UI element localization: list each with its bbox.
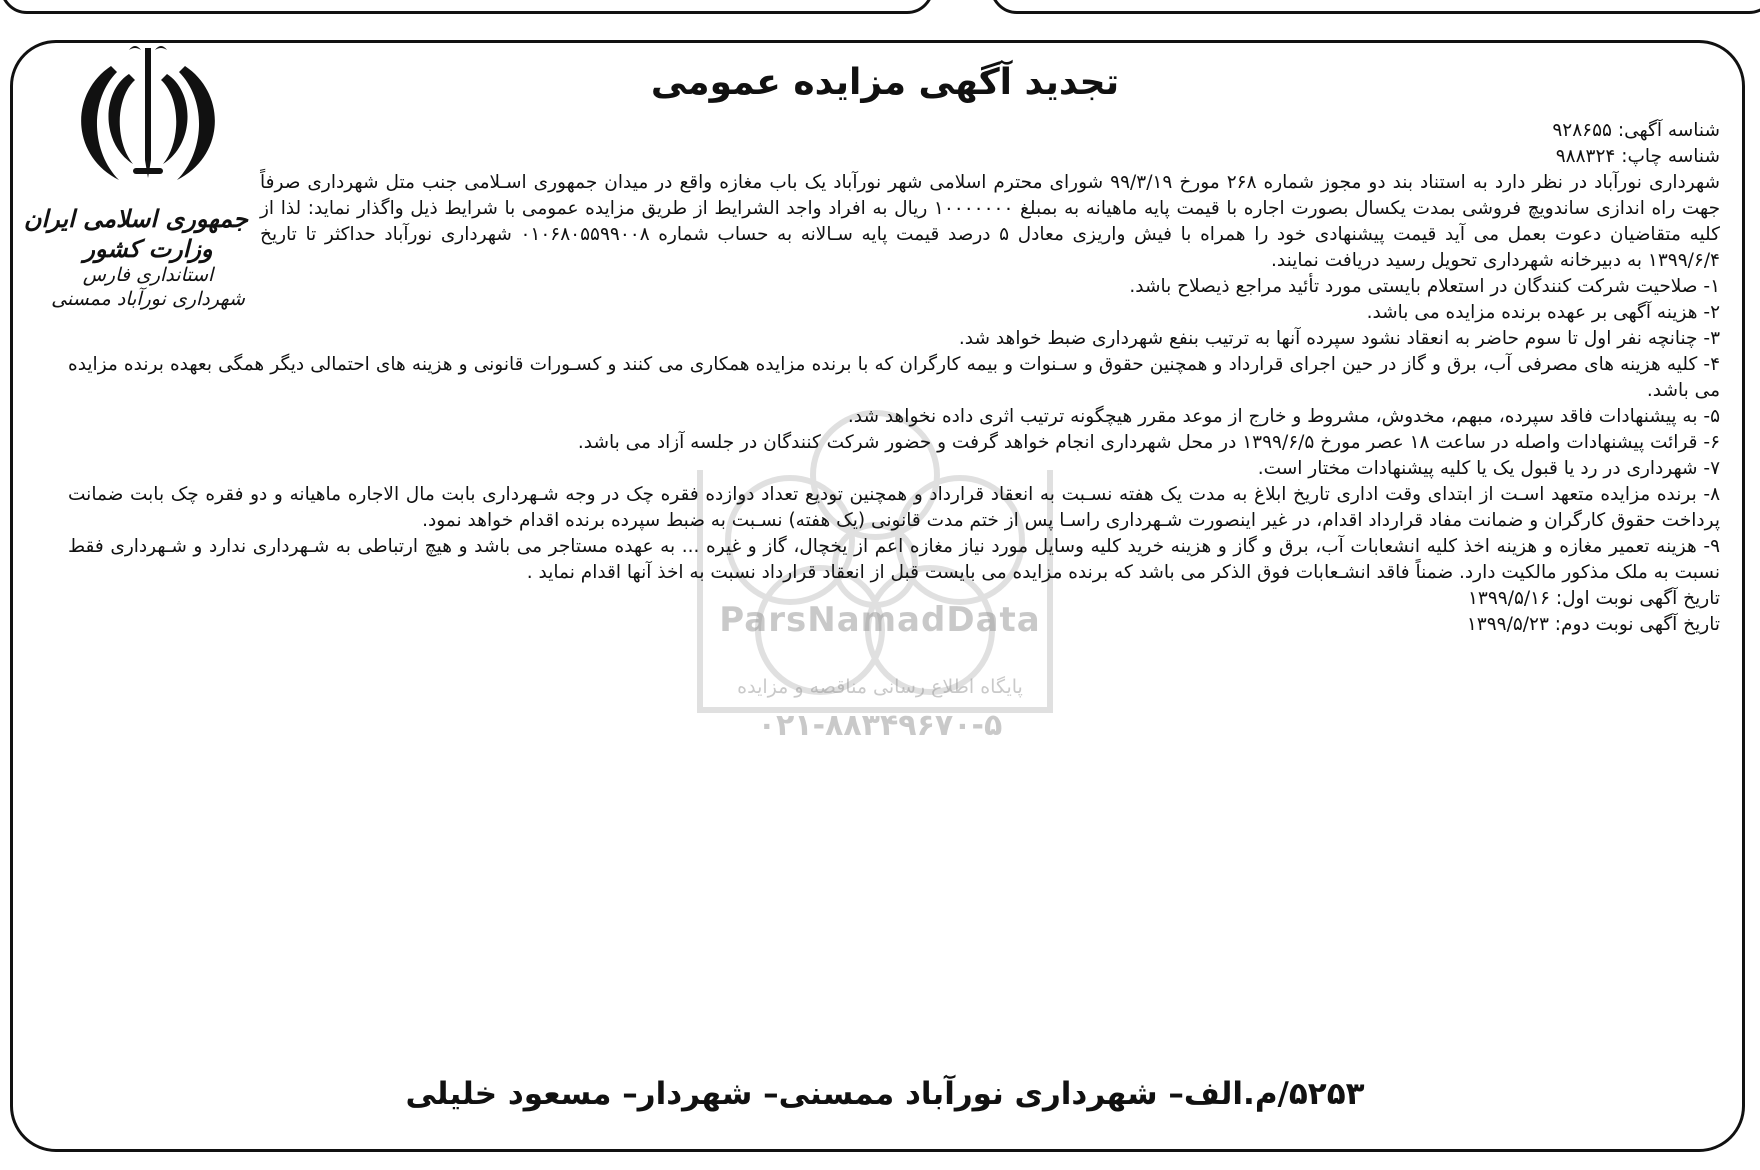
- condition-item: ۴- کلیه هزینه های مصرفی آب، برق و گاز در حین اجرای قرارداد و همچنین حقوق و سـنوات و بیمه کارگران که با برنده مزایده همکاری می کنند و کسـورات قانونی و هزینه های احتمالی دیگر همگی بعهده برنده مزایده می باشد.: [68, 354, 1720, 401]
- page-title: تجدید آگهی مزایده عمومی: [650, 62, 1120, 103]
- print-id: شناسه چاپ: ۹۸۸۳۲۴: [1555, 146, 1720, 167]
- condition-item: ۹- هزینه تعمیر مغازه و هزینه اخذ کلیه انشعابات آب، برق و گاز و هزینه خرید کلیه وسایل مورد نیاز مغازه اعم از یخچال، گاز و غیره ... به عهده مستاجر می باشد و هیچ ارتباطی به شـهرداری ندارد و شـهرداری فقط نسبت به ملک مذکور مالکیت دارد. ضمناً فاقد انشـعابات فوق الذکر می باشد که برنده مزایده می بایست قبل از انعقاد قرارداد نسبت به اخذ آنها اقدام نماید .: [68, 536, 1720, 583]
- second-publish-date: تاریخ آگهی نوبت دوم: ۱۳۹۹/۵/۲۳: [1466, 614, 1720, 635]
- condition-item: ۷- شهرداری در رد یا قبول یک یا کلیه پیشنهادات مختار است.: [1257, 458, 1720, 479]
- adjacent-ad-frame-right: [990, 0, 1760, 14]
- intro-paragraph: شهرداری نورآباد در نظر دارد به استناد بند دو مجوز شماره ۲۶۸ مورخ ۹۹/۳/۱۹ شورای محترم اسلامی شهر نورآباد یک باب مغازه واقع در میدان جمهوری اسـلامی جنب متل شهرداری صرفاً جهت راه اندازی ساندویچ فروشی بمدت یکسال بصورت اجاره با قیمت پایه ماهیانه به بمبلغ ۱۰۰۰۰۰۰۰ ریال به افراد واجد الشرایط از طریق مزایده عمومی با شرایط ذیل واگذار نماید: لذا از کلیه متقاضیان دعوت بعمل می آید قیمت پیشنهادی خود را همراه با فیش واریزی معادل ۵ درصد قیمت پایه سـالانه به حساب شماره ۰۱۰۶۸۰۵۵۹۹۰۰۸ شهرداری نورآباد حداکثر تا تاریخ ۱۳۹۹/۶/۴ به دبیرخانه شهرداری تحویل رسید دریافت نمایند.: [260, 172, 1721, 271]
- watermark-phone: ۰۲۱-۸۸۳۴۹۶۷۰-۵: [757, 708, 1003, 743]
- condition-item: ۳- چنانچه نفر اول تا سوم حاضر به انعقاد نشود سپرده آنها به ترتیب بنفع شهرداری ضبط خواهد شد.: [958, 328, 1720, 349]
- ad-id: شناسه آگهی: ۹۲۸۶۵۵: [1552, 120, 1720, 141]
- org-municipality: شهرداری نورآباد ممسنی: [51, 287, 245, 310]
- condition-item: ۱- صلاحیت شرکت کنندگان در استعلام بایستی مورد تأئید مراجع ذیصلاح باشد.: [1129, 276, 1720, 297]
- condition-item: ۲- هزینه آگهی بر عهده برنده مزایده می باشد.: [1366, 302, 1720, 323]
- footer-signature: ۵۲۵۳/م.الف– شهرداری نورآباد ممسنی– شهردار– مسعود خلیلی: [405, 1076, 1365, 1112]
- adjacent-ad-frame-left: [0, 0, 934, 14]
- condition-item: ۵- به پیشنهادات فاقد سپرده، مبهم، مخدوش، مشروط و خارج از موعد مقرر هیچگونه ترتیب اثری داده نخواهد شد.: [847, 406, 1720, 427]
- org-ministry: وزارت کشور: [83, 234, 213, 263]
- condition-item: ۶- قرائت پیشنهادات واصله در ساعت ۱۸ عصر مورخ ۱۳۹۹/۶/۵ در محل شهرداری انجام خواهد گرفت و حضور شرکت کنندگان در جلسه آزاد می باشد.: [577, 432, 1720, 453]
- condition-item: ۸- برنده مزایده متعهد اسـت از ابتدای وقت اداری تاریخ ابلاغ به مدت یک هفته نسـبت به انعقاد قرارداد و همچنین تودیع تعداد دوازده فقره چک در وجه شـهرداری بابت مال الاجاره ماهیانه و دو فقره چک بابت ضمانت پرداخت حقوق کارگران و ضمانت مفاد قرارداد اقدام، در غیر اینصورت شـهرداری راسـا پس از ختم مدت قانونی (یک هفته) نسـبت به ضبط سپرده برنده اقدام خواهد نمود.: [68, 484, 1720, 531]
- notice-body: [68, 118, 1720, 638]
- org-province: استانداری فارس: [82, 264, 214, 286]
- watermark-subtitle: پایگاه اطلاع رسانی مناقصه و مزایده: [737, 676, 1023, 698]
- watermark-brand: ParsNamadData: [719, 600, 1041, 640]
- first-publish-date: تاریخ آگهی نوبت اول: ۱۳۹۹/۵/۱۶: [1467, 588, 1720, 609]
- org-country: جمهوری اسلامی ایران: [23, 204, 248, 233]
